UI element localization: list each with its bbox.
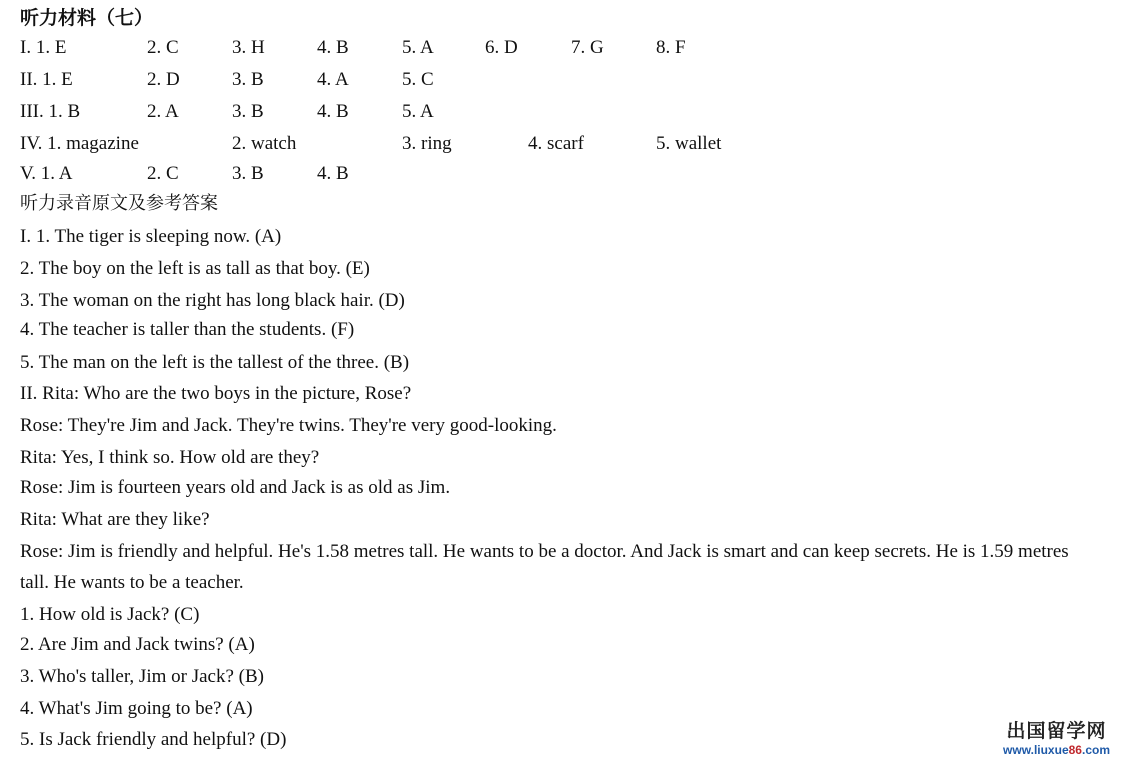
answer-cell: 3. ring xyxy=(402,133,452,154)
answer-cell: 7. G xyxy=(571,37,604,58)
document-title: 听力材料（七） xyxy=(20,7,154,29)
answer-cell: 2. C xyxy=(147,163,179,184)
answer-cell: I. 1. E xyxy=(20,37,67,58)
transcript-line: 3. The woman on the right has long black hair. (D) xyxy=(20,290,405,311)
answer-cell: 2. A xyxy=(147,101,179,122)
transcript-line: 4. The teacher is taller than the students. (F) xyxy=(20,319,355,340)
answer-cell: 4. A xyxy=(317,69,349,90)
answer-cell: 3. B xyxy=(232,101,264,122)
answer-cell: 4. scarf xyxy=(528,133,584,154)
site-watermark xyxy=(1003,716,1110,757)
transcript-line: 3. Who's taller, Jim or Jack? (B) xyxy=(20,666,264,687)
watermark-url-suffix: .com xyxy=(1081,743,1110,757)
transcript-line: Rita: What are they like? xyxy=(20,509,210,530)
transcript-paragraph: Rose: Jim is friendly and helpful. He's 1.58 metres tall. He wants to be a doctor. And Jack is smart and can keep secrets. He is 1.59 metres tall. He wants to be a teacher. xyxy=(20,541,1069,593)
answer-cell: 4. B xyxy=(317,37,349,58)
answer-cell: 2. D xyxy=(147,69,180,90)
transcript-line: Rose: Jim is fourteen years old and Jack is as old as Jim. xyxy=(20,477,451,498)
answer-cell: 5. C xyxy=(402,69,434,90)
answer-cell: III. 1. B xyxy=(20,101,81,122)
transcript-line: 4. What's Jim going to be? (A) xyxy=(20,698,253,719)
transcript-line: 2. Are Jim and Jack twins? (A) xyxy=(20,634,255,655)
answer-cell: 5. A xyxy=(402,101,434,122)
transcript-line: Rita: Yes, I think so. How old are they? xyxy=(20,447,320,468)
answer-cell: 3. B xyxy=(232,163,264,184)
answer-cell: II. 1. E xyxy=(20,69,73,90)
transcript-line: Rose: They're Jim and Jack. They're twins. They're very good-looking. xyxy=(20,415,557,436)
answer-cell: 5. wallet xyxy=(656,133,722,154)
answer-cell: 4. B xyxy=(317,101,349,122)
answer-cell: V. 1. A xyxy=(20,163,73,184)
section-subtitle: 听力录音原文及参考答案 xyxy=(20,193,218,214)
answer-cell: 8. F xyxy=(656,37,686,58)
transcript-line: 5. The man on the left is the tallest of the three. (B) xyxy=(20,352,410,373)
watermark-url-number: 86 xyxy=(1068,743,1082,757)
answer-cell: 3. B xyxy=(232,69,264,90)
answer-cell: 3. H xyxy=(232,37,265,58)
transcript-line: 1. How old is Jack? (C) xyxy=(20,604,200,625)
transcript-line: 5. Is Jack friendly and helpful? (D) xyxy=(20,729,287,750)
answer-cell: 2. C xyxy=(147,37,179,58)
transcript-line: II. Rita: Who are the two boys in the picture, Rose? xyxy=(20,383,412,404)
watermark-name: 出国留学网 xyxy=(1006,720,1107,742)
answer-cell: 2. watch xyxy=(232,133,297,154)
transcript-line: I. 1. The tiger is sleeping now. (A) xyxy=(20,226,282,247)
answer-cell: 5. A xyxy=(402,37,434,58)
answer-cell: IV. 1. magazine xyxy=(20,133,139,154)
transcript-line: 2. The boy on the left is as tall as that boy. (E) xyxy=(20,258,370,279)
watermark-url-prefix: www.liuxue xyxy=(1003,743,1069,757)
answer-cell: 6. D xyxy=(485,37,518,58)
answer-cell: 4. B xyxy=(317,163,349,184)
watermark-url xyxy=(1003,743,1110,757)
